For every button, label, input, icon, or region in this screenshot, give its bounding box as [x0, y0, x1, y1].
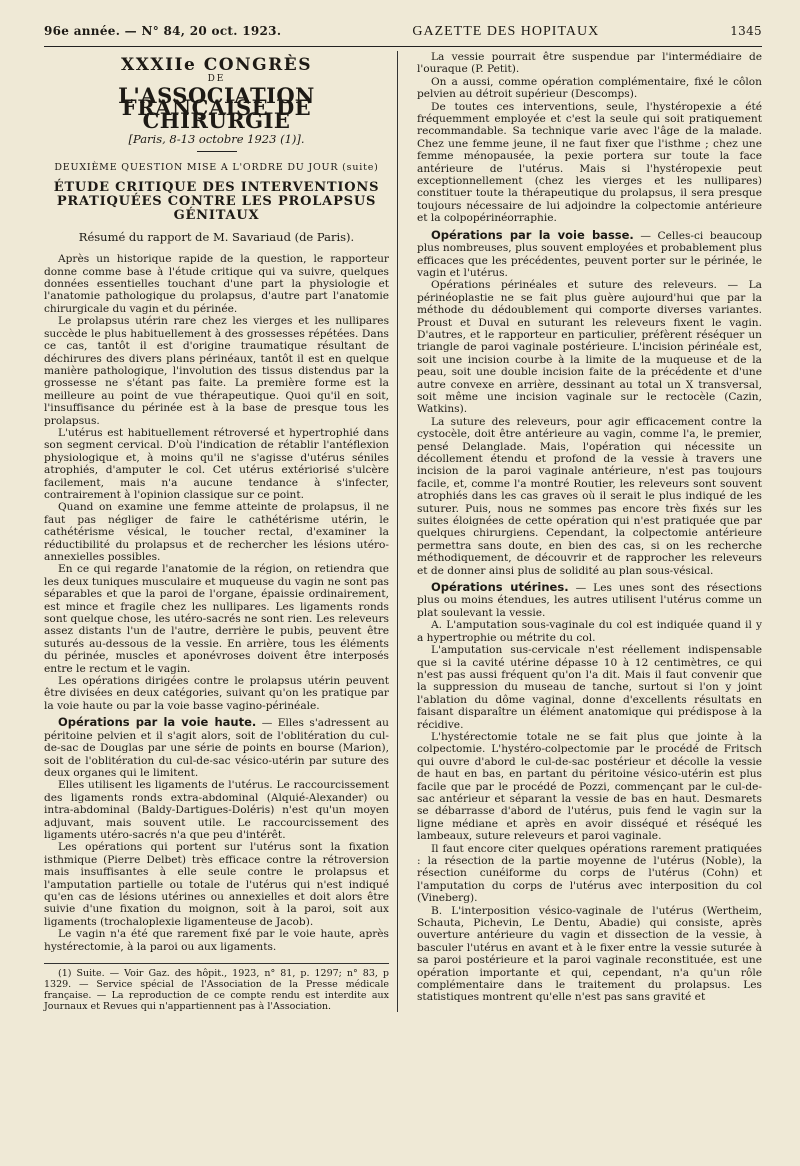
footnote: (1) Suite. — Voir Gaz. des hôpit., 1923, n° 81, p. 1297; n° 83, p 1329. — Service spécial de l'Association de la Presse médicale française. — La reproduction de ce compte rendu est interdite aux Journaux et Revues qui n'appartiennent pas à l'Association.: [44, 968, 389, 1012]
left-column: [44, 51, 389, 1012]
paragraph: B. L'interposition vésico-vaginale de l'utérus (Wertheim, Schauta, Pichevin, Le Dentu, Abadie) qui consiste, après ouverture antérieure du vagin et dissection de la vessie, à basculer l'utérus en avant et à le fixer entre la vessie suturée à sa paroi postérieure et la paroi vaginale reconstituée, est une opération importante et qui, cependant, n'a qu'un rôle complémentaire dans le traitement du prolapsus. Les statistiques montrent qu'elle n'est pas sans gravité et: [417, 904, 762, 1004]
footnote-rule: [44, 963, 389, 964]
section-paragraph: Opérations par la voie haute. — Elles s'adressent au péritoine pelvien et il s'agit alors, soit de l'oblitération du cul-de-sac de Douglas par une série de points en bourse (Marion), soit de l'oblitération du cul-de-sac vésico-utérin par suture des deux organes qui le limitent.: [44, 715, 389, 779]
paragraph: Il faut encore citer quelques opérations rarement pratiquées : la résection de la partie moyenne de l'utérus (Noble), la résection cunéiforme du corps de l'utérus (Cohn) et l'amputation du corps de l'utérus avec interposition du col (Vineberg).: [417, 842, 762, 905]
issue-info: 96e année. — N° 84, 20 oct. 1923.: [44, 24, 282, 38]
paragraph: Après un historique rapide de la question, le rapporteur donne comme base à l'étude critique qui va suivre, quelques données essentielles touchant d'une part la physiologie et l'anatomie pathologique du prolapsus, d'autre part l'anatomie chirurgicale du vagin et du périnée.: [44, 253, 389, 315]
paragraph: Le prolapsus utérin rare chez les vierges et les nullipares succède le plus habituellement à des grossesses répétées. Dans ce cas, tantôt il est d'origine traumatique résultant de déchirures des divers plans périnéaux, tantôt il est en quelque manière pathologique, l'involution des tissus distendus par la grossesse ne s'étant pas faite. La première forme est la meilleure au point de vue thérapeutique. Quoi qu'il en soit, l'insuffisance du périnée est à la base de presque tous les prolapsus.: [44, 315, 389, 427]
section-paragraph: Opérations par la voie basse. — Celles-ci beaucoup plus nombreuses, plus souvent employées et probablement plus efficaces que les précédentes, peuvent porter sur le périnée, le vagin et l'utérus.: [417, 227, 762, 279]
section-heading-voie-haute: Opérations par la voie haute.: [58, 715, 257, 730]
paragraph: Les opérations qui portent sur l'utérus sont la fixation isthmique (Pierre Delbet) très efficace contre la rétroversion mais insuffisantes à elle seule contre le prolapsus et l'amputation partielle ou totale de l'utérus qui n'est indiqué qu'en cas de lésions utérines ou annexielles et doit alors être suivie d'une fixation du moignon, soit à la paroi, soit aux ligaments (trochaloplexie ligamenteuse de Jacob).: [44, 841, 389, 928]
article-columns: [44, 51, 762, 1012]
study-title: ÉTUDE CRITIQUE DES INTERVENTIONS PRATIQUÉES CONTRE LES PROLAPSUS GÉNITAUX: [53, 179, 380, 223]
summary-line: Résumé du rapport de M. Savariaud (de Paris).: [78, 229, 355, 244]
page-number: 1345: [730, 24, 762, 38]
paragraph: On a aussi, comme opération complémentaire, fixé le côlon pelvien au détroit supérieur (Descomps).: [417, 75, 762, 101]
place-date: [Paris, 8-13 octobre 1923 (1)].: [128, 132, 305, 147]
paragraph: En ce qui regarde l'anatomie de la région, on retiendra que les deux tuniques musculaire et muqueuse du vagin ne sont pas séparables et que la paroi de l'organe, épaissie ordinairement, est mince et fragile chez les nullipares. Les ligaments ronds sont quelque chose, les utéro-sacrés ne sont rien. Les releveurs assez distants l'un de l'autre, derrière le pubis, peuvent être suturés au-dessous de la vessie. En arrière, tous les éléments du périnée, muscles et aponévroses doivent être interposés entre le rectum et le vagin.: [44, 563, 389, 675]
paragraph: A. L'amputation sous-vaginale du col est indiquée quand il y a hypertrophie ou métrite du col.: [417, 619, 762, 644]
right-column: [417, 51, 762, 1012]
paragraph: La vessie pourrait être suspendue par l'intermédiaire de l'ouraque (P. Petit).: [417, 51, 762, 76]
title-divider: [197, 151, 237, 152]
paragraph: Opérations périnéales et suture des releveurs. — La périnéoplastie ne se fait plus guère aujourd'hui que par la méthode du dédoublement qui comporte diverses variantes. Proust et Duval en suturant les releveurs fixent le vagin. D'autres, et le rapporteur en particulier, préfèrent réséquer un triangle de paroi vaginale postérieure. L'incision périnéale est, soit une incision courbe à la limite de la muqueuse et de la peau, soit une double incision faite de la précédente et d'une autre convexe en arrière, dessinant au total un X transversal, soit même une incision vaginale sur le rectocèle (Cazin, Watkins).: [417, 279, 762, 416]
paragraph: De toutes ces interventions, seule, l'hystéropexie a été fréquemment employée et c'est la seule qui soit pratiquement recommandable. Sa technique varie avec l'âge de la malade. Chez une femme jeune, il ne faut fixer que l'isthme ; chez une femme ménopausée, la pexie portera sur toute la face antérieure de l'utérus. Mais si l'hystéropexie peut exceptionnellement (chez les vierges et les nullipares) constituer toute la thérapeutique du prolapsus, il sera presque toujours nécessaire de lui adjoindre la colpectomie antérieure et la colpopérinéorraphie.: [417, 100, 762, 225]
congress-de: DE: [207, 74, 226, 85]
column-divider: [397, 51, 398, 1012]
paragraph: L'hystérectomie totale ne se fait plus que jointe à la colpectomie. L'hystéro-colpectomie par le procédé de Fritsch qui ouvre d'abord le cul-de-sac postérieur et décolle la vessie de haut en bas, en partant du péritoine vésico-utérin est plus facile que par le procédé de Pozzi, commençant par le cul-de-sac antérieur et séparant la vessie de bas en haut. Desmarets se débarrasse d'abord de l'utérus, puis fend le vagin sur la ligne médiane et après en avoir disséqué et réséqué les lambeaux, suture releveurs et paroi vaginale.: [417, 730, 762, 843]
header-rule: [44, 46, 762, 47]
paragraph: L'utérus est habituellement rétroversé et hypertrophié dans son segment cervical. D'où l'indication de rétablir l'antéflexion physiologique et, à moins qu'il ne s'agisse d'utérus séniles atrophiés, d'amputer le col. Cet utérus extériorisé s'ulcère facilement, mais n'a aucune tendance à s'infecter, contrairement à l'opinion classique sur ce point.: [44, 426, 389, 501]
paragraph: La suture des releveurs, pour agir efficacement contre la cystocèle, doit être antérieure au vagin, comme l'a, le premier, pensé Delanglade. Mais, l'opération qui nécessite un décollement étendu et profond de la vessie à travers une incision de la paroi vaginale antérieure, n'est pas toujours facile, et, comme l'a montré Routier, les releveurs sont souvent atrophiés dans les cas graves où il serait le plus indiqué de les suturer. Puis, nous ne sommes pas encore très fixés sur les suites éloignées de cette opération qui n'est pratiquée que par quelques chirurgiens. Cependant, la colpectomie antérieure permettra sans doute, en bien des cas, si on les recherche méthodiquement, de découvrir et de rapprocher les releveurs et de donner ainsi plus de solidité au plan sous-vésical.: [417, 415, 762, 577]
running-header: [44, 24, 762, 40]
paragraph: Elles utilisent les ligaments de l'utérus. Le raccourcissement des ligaments ronds extra-abdominal (Alquié-Alexander) ou intra-abdominal (Baldy-Dartigues-Doléris) n'est qu'un moyen adjuvant, mais souvent utile. Le raccourcissement des ligaments utéro-sacrés n'a que peu d'intérêt.: [44, 779, 389, 841]
section-heading-voie-basse: Opérations par la voie basse.: [431, 227, 634, 242]
congress-title: XXXIIe CONGRÈS: [121, 55, 312, 75]
paragraph: Quand on examine une femme atteinte de prolapsus, il ne faut pas négliger de faire le cathétérisme utérin, le cathétérisme vésical, le toucher rectal, d'examiner la réductibilité du prolapsus et de rechercher les lésions utéro-annexielles possibles.: [44, 501, 389, 563]
question-heading: DEUXIÈME QUESTION MISE A L'ORDRE DU JOUR (suite): [54, 162, 379, 174]
journal-name: GAZETTE DES HOPITAUX: [412, 24, 600, 39]
paragraph: Le vagin n'a été que rarement fixé par le voie haute, après hystérectomie, à la paroi ou aux ligaments.: [44, 928, 389, 953]
paragraph: L'amputation sus-cervicale n'est réellement indispensable que si la cavité utérine dépasse 10 à 12 centimètres, ce qui n'est pas aussi fréquent qu'on l'a dit. Mais il faut convenir que la suppression du museau de tanche, surtout si l'on y joint l'ablation du dôme vaginal, donne d'excellents résultats en faisant disparaître un élément anatomique qui prédispose à la récidive.: [417, 644, 762, 731]
section-heading-uterines: Opérations utérines.: [431, 580, 569, 595]
paragraph: Les opérations dirigées contre le prolapsus utérin peuvent être divisées en deux catégories, suivant qu'on les pratique par la voie haute ou par la voie basse vagino-périnéale.: [44, 675, 389, 712]
association-title: L'ASSOCIATION FRANÇAISE DE CHIRURGIE: [118, 82, 315, 133]
section-paragraph: Opérations utérines. — Les unes sont des résections plus ou moins étendues, les autres utilisent l'utérus comme un plat soulevant la vessie.: [417, 580, 762, 619]
